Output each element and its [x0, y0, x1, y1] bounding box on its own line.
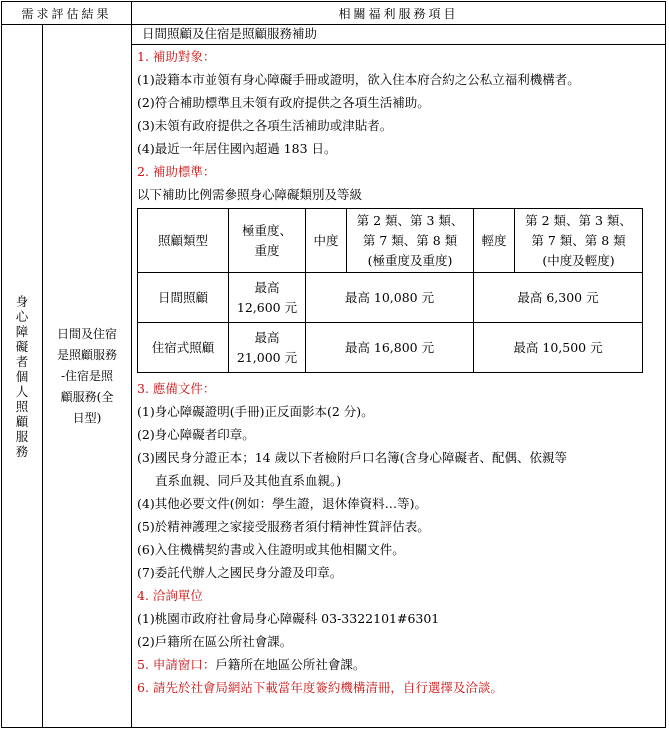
amount-line: 12,600 元 [236, 299, 298, 315]
application-window-label: 5. 申請窗口： [137, 657, 216, 672]
service-row [2, 25, 666, 728]
header-welfare-services: 相關福利服務項目 [132, 2, 666, 25]
document-item: (1)身心障礙證明(手冊)正反面影本(2 分)。 [137, 404, 374, 419]
category-cell [2, 25, 43, 728]
document-item-continued: 直系血親、同戶及其他直系血親。) [155, 473, 342, 488]
subsidy-header-row [138, 209, 643, 273]
eligibility-item: (2)符合補助標準且未領有政府提供之各項生活補助。 [137, 95, 430, 110]
document-item: (2)身心障礙者印章。 [137, 427, 255, 442]
contact-item: (2)戶籍所在區公所社會課。 [137, 634, 293, 649]
subsidy-header-line: 第 2 類、第 3 類、 [356, 212, 464, 228]
service-details-cell [132, 25, 666, 728]
subsidy-amount-moderate: 最高 16,800 元 [306, 323, 474, 373]
document-item: (3)國民身分證正本；14 歲以下者檢附戶口名簿(含身心障礙者、配偶、依親等 [137, 450, 567, 465]
subsidy-header-line: (極重度及重度) [367, 252, 453, 268]
subsidy-header-types-mild [515, 209, 643, 273]
eligibility-item: (4)最近一年居住國內超過 183 日。 [137, 141, 337, 156]
amount-line: 最高 [254, 279, 280, 295]
subsidy-header-line: 極重度、 [241, 222, 292, 238]
service-name-line: 日型) [72, 410, 102, 425]
section-eligibility-heading: 1. 補助對象： [137, 49, 216, 64]
subsidy-amount-mild: 最高 6,300 元 [474, 273, 643, 323]
subsidy-care-type: 住宿式照顧 [138, 323, 229, 373]
subsidy-amount-severe [229, 273, 306, 323]
subsidy-header-severe [229, 209, 306, 273]
amount-line: 21,000 元 [236, 349, 298, 365]
subsidy-table [137, 208, 643, 373]
subsidy-header-line: 第 7 類、第 8 類 [362, 232, 458, 248]
subsidy-row-residential [138, 323, 643, 373]
standard-note: 以下補助比例需參照身心障礙類別及等級 [137, 187, 363, 202]
subsidy-row-day-care [138, 273, 643, 323]
header-needs-assessment: 需求評估結果 [2, 2, 132, 25]
subsidy-amount-severe [229, 323, 306, 373]
service-title: 日間照顧及住宿是照顧服務補助 [132, 25, 665, 45]
service-name-line: -住宿是照 [60, 368, 114, 383]
service-name-line: 顧服務(全 [60, 389, 114, 404]
service-name-cell [43, 25, 132, 728]
subsidy-header-mild: 輕度 [474, 209, 515, 273]
subsidy-header-line: (中度及輕度) [542, 252, 615, 268]
application-window [137, 653, 665, 676]
section-standard-heading: 2. 補助標準： [137, 164, 216, 179]
document-item: (7)委託代辦人之國民身分證及印章。 [137, 565, 343, 580]
contact-item: (1)桃園市政府社會局身心障礙科 03-3322101#6301 [137, 611, 440, 626]
subsidy-header-line: 重度 [254, 242, 280, 258]
document-item: (6)入住機構契約書或入住證明或其他相關文件。 [137, 542, 405, 557]
subsidy-header-care-type: 照顧類型 [138, 209, 229, 273]
services-table [1, 1, 666, 728]
category-label: 身心障礙者個人照顧服務 [15, 293, 29, 459]
header-row [2, 2, 666, 25]
service-name-line: 是照顧服務 [56, 347, 117, 362]
eligibility-item: (1)設籍本市並領有身心障礙手冊或證明，欲入住本府合約之公私立福利機構者。 [137, 72, 580, 87]
subsidy-header-moderate: 中度 [306, 209, 347, 273]
subsidy-header-line: 第 2 類、第 3 類、 [525, 212, 632, 228]
amount-line: 最高 [254, 329, 280, 345]
download-instruction: 6. 請先於社會局網站下載當年度簽約機構清冊，自行選擇及洽談。 [137, 680, 503, 695]
subsidy-header-types-severe [347, 209, 474, 273]
document-item: (5)於精神護理之家接受服務者須付精神性質評估表。 [137, 519, 430, 534]
subsidy-header-line: 第 7 類、第 8 類 [531, 232, 626, 248]
section-documents-heading: 3. 應備文件： [137, 381, 216, 396]
document-item: (4)其他必要文件(例如：學生證，退休俸資料…等)。 [137, 496, 427, 511]
application-window-text: 戶籍所在地區公所社會課。 [215, 657, 366, 672]
section-contact-heading: 4. 洽詢單位 [137, 588, 203, 603]
subsidy-care-type: 日間照顧 [138, 273, 229, 323]
eligibility-item: (3)未領有政府提供之各項生活補助或津貼者。 [137, 118, 393, 133]
service-name-line: 日間及住宿 [56, 326, 117, 341]
subsidy-amount-mild: 最高 10,500 元 [474, 323, 643, 373]
subsidy-amount-moderate: 最高 10,080 元 [306, 273, 474, 323]
